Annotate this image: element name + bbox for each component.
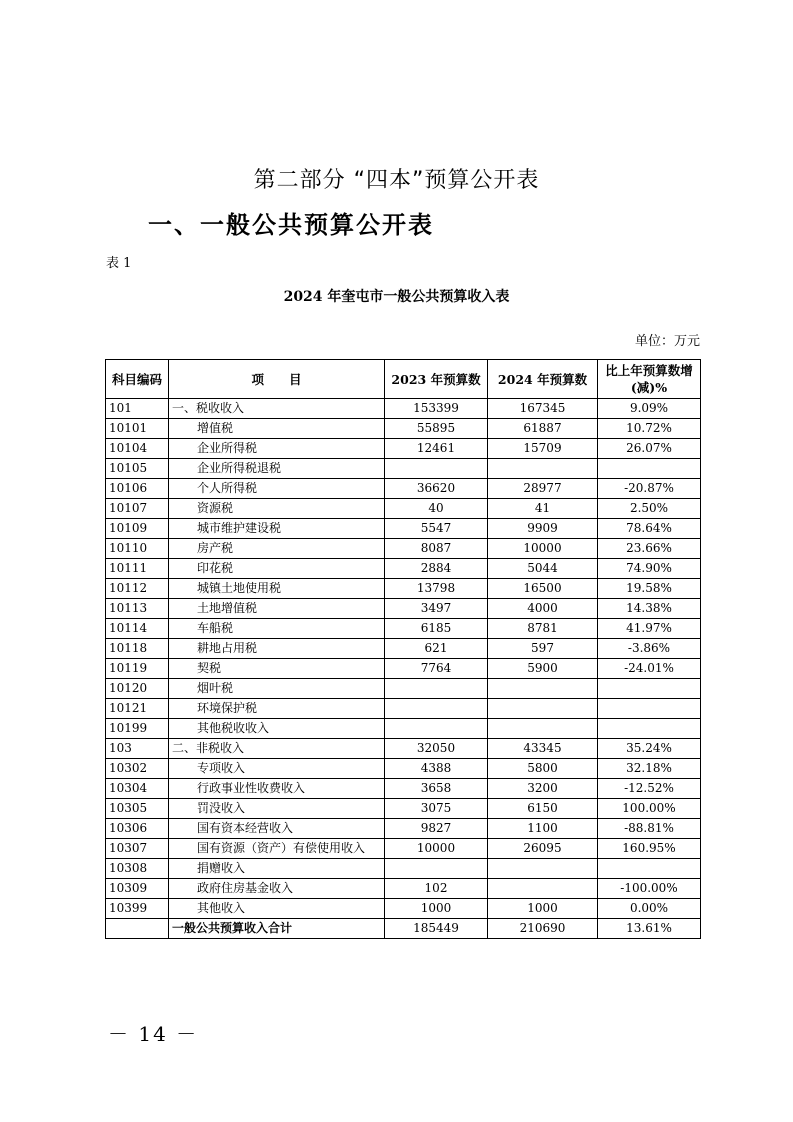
- row-2024: 16500: [488, 579, 598, 599]
- row-name: 企业所得税: [169, 439, 385, 459]
- row-change: 14.38%: [598, 599, 701, 619]
- row-name: 国有资本经营收入: [169, 819, 385, 839]
- row-change: 9.09%: [598, 399, 701, 419]
- row-change: -24.01%: [598, 659, 701, 679]
- table-row: [106, 799, 701, 819]
- row-change: [598, 679, 701, 699]
- row-2023: 3497: [385, 599, 488, 619]
- table-label: 表 1: [106, 256, 132, 271]
- row-2023: [385, 679, 488, 699]
- row-code: 10305: [106, 799, 169, 819]
- row-2024: 5044: [488, 559, 598, 579]
- row-code: 10399: [106, 899, 169, 919]
- row-change: -100.00%: [598, 879, 701, 899]
- row-2023: [385, 859, 488, 879]
- row-2023: 8087: [385, 539, 488, 559]
- row-name: 土地增值税: [169, 599, 385, 619]
- table-row: [106, 499, 701, 519]
- table-row: [106, 859, 701, 879]
- row-2024: 6150: [488, 799, 598, 819]
- row-code: 101: [106, 399, 169, 419]
- row-code: 10106: [106, 479, 169, 499]
- row-2023: 4388: [385, 759, 488, 779]
- row-2023: 55895: [385, 419, 488, 439]
- row-2024: 1100: [488, 819, 598, 839]
- row-2023: [385, 719, 488, 739]
- row-change: 160.95%: [598, 839, 701, 859]
- row-2024: 61887: [488, 419, 598, 439]
- total-row: [106, 919, 701, 939]
- row-change: 19.58%: [598, 579, 701, 599]
- row-name: 环境保护税: [169, 699, 385, 719]
- row-name: 企业所得税退税: [169, 459, 385, 479]
- row-change: -20.87%: [598, 479, 701, 499]
- row-change: [598, 459, 701, 479]
- row-code: 103: [106, 739, 169, 759]
- table-row: [106, 539, 701, 559]
- row-code: 10104: [106, 439, 169, 459]
- row-name: 罚没收入: [169, 799, 385, 819]
- unit-label: 单位：万元: [634, 334, 700, 349]
- row-change: 35.24%: [598, 739, 701, 759]
- total-2024: 210690: [488, 919, 598, 939]
- row-change: 23.66%: [598, 539, 701, 559]
- row-2024: 3200: [488, 779, 598, 799]
- row-2024: 5900: [488, 659, 598, 679]
- row-name: 印花税: [169, 559, 385, 579]
- table-row: [106, 819, 701, 839]
- row-change: 100.00%: [598, 799, 701, 819]
- row-2023: [385, 699, 488, 719]
- row-code: 10119: [106, 659, 169, 679]
- row-change: 26.07%: [598, 439, 701, 459]
- row-name: 行政事业性收费收入: [169, 779, 385, 799]
- row-2024: 8781: [488, 619, 598, 639]
- table-row: [106, 759, 701, 779]
- table-row: [106, 619, 701, 639]
- row-2023: 3075: [385, 799, 488, 819]
- row-2023: 9827: [385, 819, 488, 839]
- table-row: [106, 559, 701, 579]
- row-code: 10302: [106, 759, 169, 779]
- budget-revenue-table: [105, 359, 701, 939]
- table-row: [106, 519, 701, 539]
- total-name: 一般公共预算收入合计: [169, 919, 385, 939]
- table-row: [106, 719, 701, 739]
- row-change: [598, 859, 701, 879]
- row-2023: 5547: [385, 519, 488, 539]
- row-2024: 41: [488, 499, 598, 519]
- row-2023: 153399: [385, 399, 488, 419]
- row-code: 10114: [106, 619, 169, 639]
- row-name: 烟叶税: [169, 679, 385, 699]
- row-2023: 10000: [385, 839, 488, 859]
- row-code: 10112: [106, 579, 169, 599]
- row-2023: 7764: [385, 659, 488, 679]
- row-name: 车船税: [169, 619, 385, 639]
- row-code: 10120: [106, 679, 169, 699]
- row-2023: 32050: [385, 739, 488, 759]
- row-2023: 621: [385, 639, 488, 659]
- section-title: 一、一般公共预算公开表: [148, 211, 434, 239]
- table-row: [106, 599, 701, 619]
- row-name: 其他税收收入: [169, 719, 385, 739]
- row-2023: 36620: [385, 479, 488, 499]
- row-2023: 13798: [385, 579, 488, 599]
- row-change: [598, 719, 701, 739]
- row-2023: 40: [385, 499, 488, 519]
- total-2023: 185449: [385, 919, 488, 939]
- table-row: [106, 639, 701, 659]
- row-name: 一、税收收入: [169, 399, 385, 419]
- row-2024: [488, 719, 598, 739]
- table-row: [106, 739, 701, 759]
- row-name: 耕地占用税: [169, 639, 385, 659]
- row-name: 个人所得税: [169, 479, 385, 499]
- row-change: 0.00%: [598, 899, 701, 919]
- table-row: [106, 579, 701, 599]
- header-item: 项 目: [169, 360, 385, 399]
- row-2024: 43345: [488, 739, 598, 759]
- total-change: 13.61%: [598, 919, 701, 939]
- row-code: 10110: [106, 539, 169, 559]
- table-row: [106, 459, 701, 479]
- row-2024: 597: [488, 639, 598, 659]
- table-row: [106, 439, 701, 459]
- row-code: 10306: [106, 819, 169, 839]
- table-row: [106, 419, 701, 439]
- row-code: 10309: [106, 879, 169, 899]
- row-2023: 2884: [385, 559, 488, 579]
- part-title: 第二部分 “四本”预算公开表: [253, 168, 540, 193]
- row-2024: 9909: [488, 519, 598, 539]
- table-title: 2024 年奎屯市一般公共预算收入表: [283, 289, 510, 305]
- row-2024: [488, 679, 598, 699]
- row-2024: 4000: [488, 599, 598, 619]
- row-name: 城镇土地使用税: [169, 579, 385, 599]
- row-2024: 15709: [488, 439, 598, 459]
- row-code: 10307: [106, 839, 169, 859]
- row-2023: 6185: [385, 619, 488, 639]
- row-name: 捐赠收入: [169, 859, 385, 879]
- row-code: 10109: [106, 519, 169, 539]
- row-change: 2.50%: [598, 499, 701, 519]
- table-row: [106, 399, 701, 419]
- row-code: 10111: [106, 559, 169, 579]
- row-code: 10105: [106, 459, 169, 479]
- row-name: 专项收入: [169, 759, 385, 779]
- row-name: 契税: [169, 659, 385, 679]
- table-row: [106, 659, 701, 679]
- row-2024: 1000: [488, 899, 598, 919]
- row-2023: [385, 459, 488, 479]
- table-row: [106, 899, 701, 919]
- row-name: 增值税: [169, 419, 385, 439]
- header-code: 科目编码: [106, 360, 169, 399]
- row-name: 二、非税收入: [169, 739, 385, 759]
- row-2024: [488, 879, 598, 899]
- row-name: 资源税: [169, 499, 385, 519]
- table-row: [106, 679, 701, 699]
- row-code: 10113: [106, 599, 169, 619]
- row-name: 房产税: [169, 539, 385, 559]
- row-code: 10107: [106, 499, 169, 519]
- row-2023: 1000: [385, 899, 488, 919]
- row-2023: 12461: [385, 439, 488, 459]
- header-2024: 2024 年预算数: [488, 360, 598, 399]
- row-name: 其他收入: [169, 899, 385, 919]
- row-2023: 3658: [385, 779, 488, 799]
- row-change: [598, 699, 701, 719]
- row-change: 32.18%: [598, 759, 701, 779]
- table-row: [106, 479, 701, 499]
- table-row: [106, 779, 701, 799]
- table-row: [106, 699, 701, 719]
- table-row: [106, 839, 701, 859]
- header-2023: 2023 年预算数: [385, 360, 488, 399]
- row-code: 10118: [106, 639, 169, 659]
- row-change: -12.52%: [598, 779, 701, 799]
- row-code: 10121: [106, 699, 169, 719]
- row-2024: 28977: [488, 479, 598, 499]
- row-2023: 102: [385, 879, 488, 899]
- row-2024: [488, 699, 598, 719]
- row-code: 10308: [106, 859, 169, 879]
- row-change: 74.90%: [598, 559, 701, 579]
- row-2024: [488, 459, 598, 479]
- row-change: -3.86%: [598, 639, 701, 659]
- row-2024: 10000: [488, 539, 598, 559]
- row-code: 10304: [106, 779, 169, 799]
- row-2024: [488, 859, 598, 879]
- table-header-row: [106, 360, 701, 399]
- row-change: 78.64%: [598, 519, 701, 539]
- row-2024: 167345: [488, 399, 598, 419]
- row-name: 国有资源（资产）有偿使用收入: [169, 839, 385, 859]
- row-change: 10.72%: [598, 419, 701, 439]
- row-change: 41.97%: [598, 619, 701, 639]
- page-number: － 14 －: [108, 1022, 199, 1046]
- row-code: 10199: [106, 719, 169, 739]
- header-change: 比上年预算数增(减)%: [598, 360, 701, 399]
- table-row: [106, 879, 701, 899]
- row-name: 城市维护建设税: [169, 519, 385, 539]
- row-2024: 5800: [488, 759, 598, 779]
- row-2024: 26095: [488, 839, 598, 859]
- row-code: 10101: [106, 419, 169, 439]
- row-change: -88.81%: [598, 819, 701, 839]
- row-name: 政府住房基金收入: [169, 879, 385, 899]
- total-code: [106, 919, 169, 939]
